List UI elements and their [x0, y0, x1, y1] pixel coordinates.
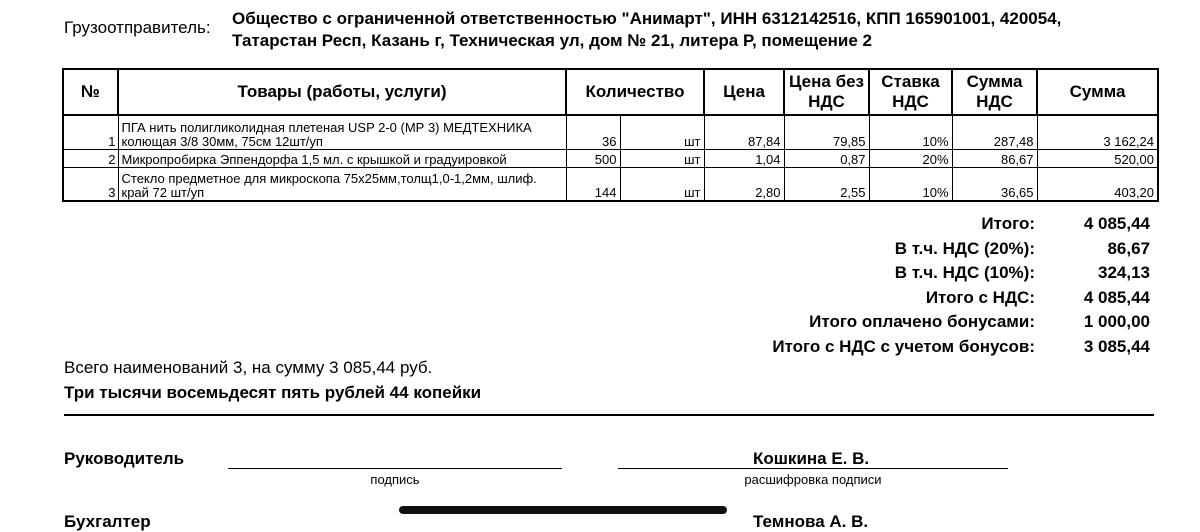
row-sum: 520,00: [1037, 149, 1158, 167]
row-unit: шт: [620, 115, 704, 149]
shipper-value: Общество с ограниченной ответственностью "Анимарт", ИНН 6312142516, КПП 165901001, 420054, Татарстан Респ, Казань г, Техническая ул, дом № 21, литера Р, помещение 2: [232, 9, 1062, 50]
paid-bonuses-label: Итого оплачено бонусами:: [809, 312, 1035, 331]
totals-block: [600, 214, 1150, 361]
signature-caption: подпись: [370, 472, 420, 487]
table-row: [63, 149, 1158, 167]
row-num: 1: [63, 115, 118, 149]
row-sum: 403,20: [1037, 167, 1158, 201]
decode-caption: расшифровка подписи: [744, 472, 882, 487]
paid-bonuses-value: 1 000,00: [1083, 312, 1150, 331]
vat20-label: В т.ч. НДС (20%):: [894, 238, 1035, 258]
header-price-no-vat: Цена без НДС: [784, 69, 869, 115]
header-price: Цена: [704, 69, 784, 115]
table-header-row: [63, 69, 1158, 115]
total-label: Итого:: [981, 214, 1035, 233]
vat10-row: [600, 263, 1150, 288]
header-vat-sum: Сумма НДС: [952, 69, 1037, 115]
vat10-label: В т.ч. НДС (10%):: [894, 263, 1035, 282]
shipper-label: Грузоотправитель:: [64, 18, 211, 37]
row-sum: 3 162,24: [1037, 115, 1158, 149]
row-vat-rate: 10%: [869, 167, 952, 201]
row-vat-rate: 10%: [869, 115, 952, 149]
header-qty: Количество: [566, 69, 704, 115]
row-unit: шт: [620, 149, 704, 167]
row-qty: 500: [566, 149, 620, 167]
header-goods: Товары (работы, услуги): [118, 69, 566, 115]
vat20-value: 86,67: [1107, 238, 1150, 258]
header-sum: Сумма: [1037, 69, 1158, 115]
total-value: 4 085,44: [1083, 214, 1150, 233]
table-row: [63, 115, 1158, 149]
summary-in-words: Три тысячи восемьдесят пять рублей 44 копейки: [64, 383, 482, 402]
vat10-value: 324,13: [1098, 263, 1150, 282]
director-name: Кошкина Е. В.: [753, 449, 870, 468]
row-num: 3: [63, 167, 118, 201]
total-after-bonuses-row: [600, 337, 1150, 362]
row-price: 87,84: [704, 115, 784, 149]
row-vat-sum: 36,65: [952, 167, 1037, 201]
row-vat-rate: 20%: [869, 149, 952, 167]
row-qty: 36: [566, 115, 620, 149]
total-with-vat-row: [600, 288, 1150, 313]
row-name: Стекло предметное для микроскопа 75x25мм,толщ1,0-1,2мм, шлиф. край 72 шт/уп: [118, 167, 566, 201]
director-decode-line: [618, 468, 1008, 469]
items-table: [62, 68, 1159, 202]
divider: [64, 414, 1154, 416]
accountant-role: Бухгалтер: [64, 512, 151, 531]
paid-bonuses-row: [600, 312, 1150, 337]
accountant-name: Темнова А. В.: [753, 512, 869, 531]
header-vat-rate: Ставка НДС: [869, 69, 952, 115]
row-vat-sum: 86,67: [952, 149, 1037, 167]
table-row: [63, 167, 1158, 201]
row-qty: 144: [566, 167, 620, 201]
home-indicator[interactable]: [399, 506, 727, 514]
row-price-no-vat: 2,55: [784, 167, 869, 201]
row-price-no-vat: 79,85: [784, 115, 869, 149]
total-after-bonuses-label: Итого с НДС с учетом бонусов:: [772, 336, 1035, 356]
total-with-vat-value: 4 085,44: [1083, 287, 1150, 307]
row-vat-sum: 287,48: [952, 115, 1037, 149]
summary-count: Всего наименований 3, на сумму 3 085,44 руб.: [64, 358, 433, 377]
row-price-no-vat: 0,87: [784, 149, 869, 167]
director-signature-line: [228, 468, 562, 469]
header-num: №: [63, 69, 118, 115]
row-name: ПГА нить полигликолидная плетеная USP 2-0 (МР 3) МЕДТЕХНИКА колющая 3/8 30мм, 75см 12шт/уп: [118, 115, 566, 149]
director-role: Руководитель: [64, 449, 185, 468]
row-price: 1,04: [704, 149, 784, 167]
row-price: 2,80: [704, 167, 784, 201]
row-unit: шт: [620, 167, 704, 201]
row-name: Микропробирка Эппендорфа 1,5 мл. с крышкой и градуировкой: [118, 149, 566, 167]
total-after-bonuses-value: 3 085,44: [1083, 336, 1150, 356]
total-row: [600, 214, 1150, 239]
row-num: 2: [63, 149, 118, 167]
total-with-vat-label: Итого с НДС:: [925, 287, 1035, 307]
vat20-row: [600, 239, 1150, 264]
